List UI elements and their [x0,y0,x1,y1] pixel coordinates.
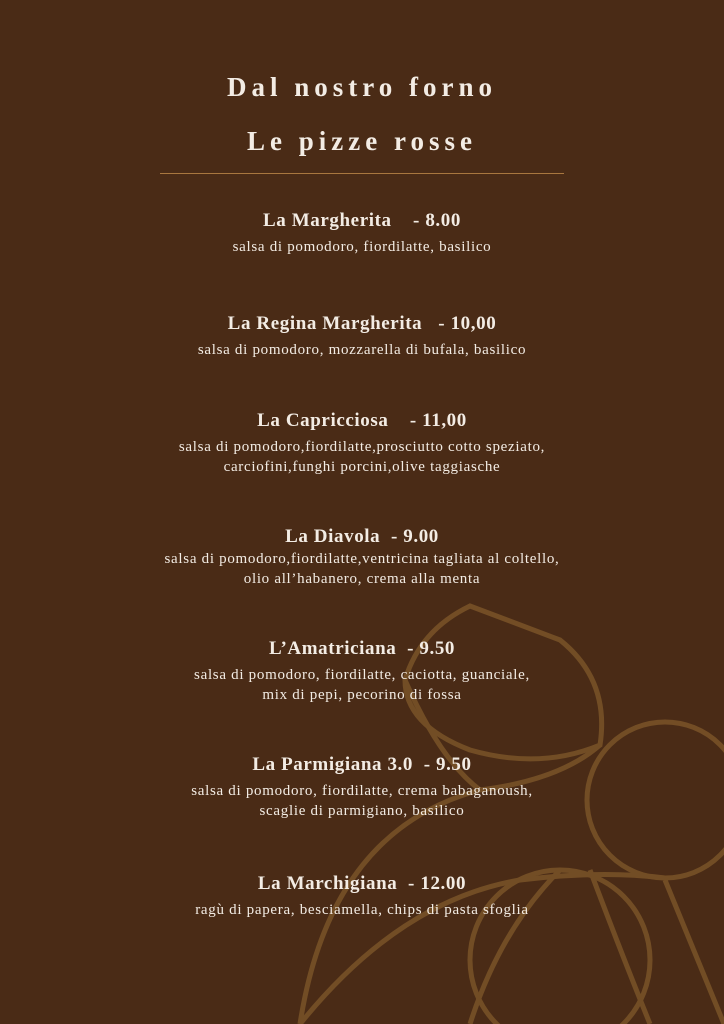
item-name: La Diavola - 9.00 [285,526,439,547]
menu-item-amatriciana [0,637,724,705]
item-description [0,340,724,360]
item-description-line: salsa di pomodoro,fiordilatte,prosciutto cotto speziato, [178,439,546,455]
item-description-line: ragù di papera, besciamella, chips di pasta sfoglia [195,902,529,918]
item-description-line: mix di pepi, pecorino di fossa [262,687,462,703]
item-description-line: olio all’habanero, crema alla menta [243,571,481,587]
item-name: La Capricciosa - 11,00 [257,410,467,431]
menu-item-marchigiana [0,872,724,920]
item-name: La Margherita - 8.00 [263,210,461,231]
item-description-line: carciofini,funghi porcini,olive taggiasche [223,459,501,475]
item-description [0,237,724,257]
item-description [0,549,724,589]
menu-item-regina-margherita [0,312,724,360]
menu-item-parmigiana [0,753,724,821]
menu-item-margherita [0,209,724,257]
item-name: L’Amatriciana - 9.50 [268,638,456,659]
menu-item-diavola [0,525,724,589]
item-description [0,437,724,477]
item-name: La Parmigiana 3.0 - 9.50 [252,754,472,775]
item-name: La Regina Margherita - 10,00 [227,313,497,334]
item-description-line: scaglie di parmigiano, basilico [259,803,465,819]
title-divider [160,173,564,174]
item-description [0,781,724,821]
item-description-line: salsa di pomodoro,fiordilatte,ventricina tagliata al coltello, [164,551,560,567]
menu-item-capricciosa [0,409,724,477]
menu-title: Dal nostro forno [226,72,497,102]
item-name: La Marchigiana - 12.00 [257,873,467,894]
item-description-line: salsa di pomodoro, fiordilatte, crema babaganoush, [191,783,533,799]
menu-subtitle: Le pizze rosse [247,126,477,156]
item-description-line: salsa di pomodoro, fiordilatte, basilico [232,239,492,255]
item-description-line: salsa di pomodoro, mozzarella di bufala, basilico [197,342,527,358]
item-description-line: salsa di pomodoro, fiordilatte, caciotta, guanciale, [194,667,530,683]
item-description [0,665,724,705]
item-description [0,900,724,920]
